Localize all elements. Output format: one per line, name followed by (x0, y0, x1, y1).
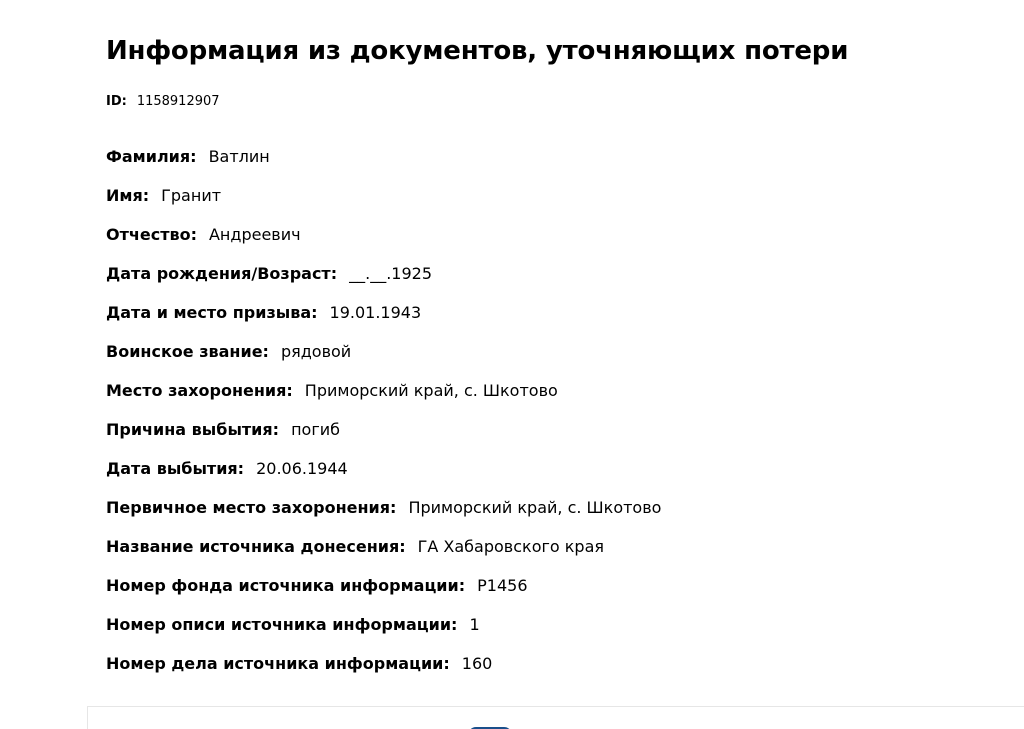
field-label: Имя: (106, 186, 150, 205)
field-label: Название источника донесения: (106, 537, 406, 556)
field-label: Номер фонда источника информации: (106, 576, 466, 595)
field-value: Приморский край, с. Шкотово (408, 498, 662, 517)
field-rank (106, 341, 661, 380)
field-birth-date (106, 263, 661, 302)
field-label: Дата рождения/Возраст: (106, 264, 338, 283)
field-label: Номер описи источника информации: (106, 615, 458, 634)
field-value: 1 (469, 615, 480, 634)
field-value: Андреевич (208, 225, 301, 244)
field-surname (106, 146, 661, 185)
field-value: Ватлин (208, 147, 270, 166)
field-label: Номер дела источника информации: (106, 654, 450, 673)
field-value: Р1456 (477, 576, 528, 595)
field-value: __.__.1925 (349, 264, 432, 283)
record-id-label: ID: (106, 94, 127, 109)
field-fond-number (106, 575, 661, 614)
field-value: 20.06.1944 (256, 459, 348, 478)
record-fields (106, 146, 661, 692)
field-value: 19.01.1943 (329, 303, 422, 322)
field-value: 160 (461, 654, 493, 673)
field-value: погиб (291, 420, 340, 439)
field-label: Фамилия: (106, 147, 197, 166)
field-label: Воинское звание: (106, 342, 269, 361)
field-source-name (106, 536, 661, 575)
field-label: Дата и место призыва: (106, 303, 318, 322)
field-value: Гранит (161, 186, 222, 205)
field-loss-date (106, 458, 661, 497)
field-value: ГА Хабаровского края (417, 537, 605, 556)
page-title: Информация из документов, уточняющих потери (106, 36, 849, 66)
field-inventory-number (106, 614, 661, 653)
field-patronymic (106, 224, 661, 263)
field-file-number (106, 653, 661, 692)
field-first-name (106, 185, 661, 224)
field-conscription (106, 302, 661, 341)
field-burial-place (106, 380, 661, 419)
field-label: Место захоронения: (106, 381, 293, 400)
record-id (106, 94, 220, 109)
field-loss-reason (106, 419, 661, 458)
field-label: Первичное место захоронения: (106, 498, 397, 517)
bottom-panel (87, 706, 1024, 729)
field-primary-burial-place (106, 497, 661, 536)
field-value: рядовой (280, 342, 352, 361)
record-id-value: 1158912907 (136, 94, 220, 109)
field-label: Дата выбытия: (106, 459, 245, 478)
field-value: Приморский край, с. Шкотово (304, 381, 558, 400)
field-label: Отчество: (106, 225, 197, 244)
field-label: Причина выбытия: (106, 420, 280, 439)
